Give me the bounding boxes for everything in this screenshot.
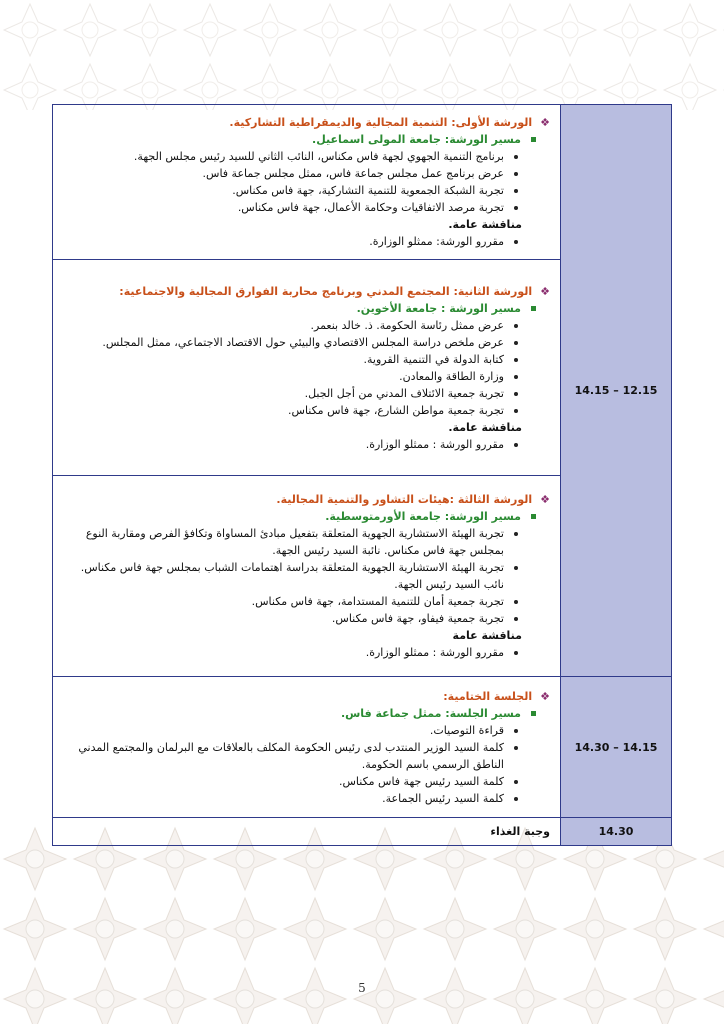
list-item: كلمة السيد رئيس الجماعة.: [61, 790, 522, 807]
list-item: تجربة جمعية أمان للتنمية المستدامة، جهة فاس مكناس.: [61, 593, 522, 610]
list-item: كلمة السيد الوزير المنتدب لدى رئيس الحكومة المكلف بالعلاقات مع البرلمان والمجتمع المدني الناطق الرسمي باسم الحكومة.: [61, 739, 522, 773]
rapporteurs-list: [61, 644, 550, 661]
list-item: تجربة مرصد الاتفاقيات وحكامة الأعمال، جهة فاس مكناس.: [61, 199, 522, 216]
workshop-leader: مسير الورشة: جامعة المولى اسماعيل.: [61, 131, 550, 148]
list-item: عرض برنامج عمل مجلس جماعة فاس، ممثل مجلس جماعة فاس.: [61, 165, 522, 182]
time-cell: 14.30: [561, 818, 672, 846]
page-number: 5: [358, 981, 366, 995]
list-item: تجربة جمعية الائتلاف المدني من أجل الجبل.: [61, 385, 522, 402]
list-item: مقررو الورشة : ممثلو الوزارة.: [61, 644, 522, 661]
workshop-title: ❖ الورشة الأولى: التنمية المجالية والديمقراطية التشاركية.: [229, 116, 550, 129]
decorative-pattern-top: [0, 0, 724, 110]
list-item: عرض ممثل رئاسة الحكومة. ذ. خالد بنعمر.: [61, 317, 522, 334]
table-row: [53, 105, 672, 260]
diamond-bullet-icon: ❖: [540, 116, 550, 129]
diamond-bullet-icon: ❖: [540, 493, 550, 506]
rapporteurs-list: [61, 233, 550, 250]
workshop-items-list: [61, 525, 550, 627]
session-leader: مسير الجلسة: ممثل جماعة فاس.: [61, 705, 550, 722]
workshop-items-list: [61, 148, 550, 216]
workshop-leader: مسير الورشة : جامعة الأخوين.: [61, 300, 550, 317]
workshop-title: ❖ الورشة الثانية: المجتمع المدني وبرنامج محاربة الفوارق المجالية والاجتماعية:: [119, 284, 550, 298]
list-item: تجربة جمعية فيفاو، جهة فاس مكناس.: [61, 610, 522, 627]
list-item: كتابة الدولة في التنمية القروية.: [61, 351, 522, 368]
list-item: قراءة التوصيات.: [61, 722, 522, 739]
workshop-items-list: [61, 317, 550, 419]
session-items-list: [61, 722, 550, 807]
list-item: تجربة الشبكة الجمعوية للتنمية التشاركية، جهة فاس مكناس.: [61, 182, 522, 199]
discussion-label: مناقشة عامة: [452, 629, 522, 642]
list-item: عرض ملخص دراسة المجلس الاقتصادي والبيئي حول الاقتصاد الاجتماعي، ممثل المجلس.: [61, 334, 522, 351]
program-table: [52, 104, 672, 846]
list-item: مقررو الورشة: ممثلو الوزارة.: [61, 233, 522, 250]
square-bullet-icon: [531, 514, 536, 519]
discussion-label: مناقشة عامة.: [448, 218, 522, 231]
time-cell: 14.30 – 14.15: [561, 677, 672, 818]
time-cell: 14.15 – 12.15: [561, 105, 672, 677]
workshop-3-cell: [53, 476, 561, 677]
diamond-bullet-icon: ❖: [540, 284, 550, 298]
square-bullet-icon: [531, 306, 536, 311]
workshop-title: ❖ الورشة الثالثة :هيئات التشاور والتنمية المجالية.: [276, 493, 550, 506]
lunch-cell: [53, 818, 561, 846]
list-item: وزارة الطاقة والمعادن.: [61, 368, 522, 385]
list-item: تجربة جمعية مواطن الشارع، جهة فاس مكناس.: [61, 402, 522, 419]
list-item: مقررو الورشة : ممثلو الوزارة.: [61, 436, 522, 453]
rapporteurs-list: [61, 436, 550, 453]
workshop-1-cell: [53, 105, 561, 260]
list-item: تجربة الهيئة الاستشارية الجهوية المتعلقة بتفعيل مبادئ المساواة وتكافؤ الفرص ومقاربة النوع بمجلس جهة فاس مكناس. نائبة السيد رئيس الجهة.: [61, 525, 522, 559]
workshop-leader: مسير الورشة: جامعة الأورمتوسطية.: [61, 508, 550, 525]
discussion-label: مناقشة عامة.: [448, 420, 522, 434]
list-item: تجربة الهيئة الاستشارية الجهوية المتعلقة بدراسة اهتمامات الشباب بمجلس جهة فاس مكناس. نائب السيد رئيس الجهة.: [61, 559, 522, 593]
session-title: ❖ الجلسة الختامية:: [443, 689, 550, 703]
list-item: برنامج التنمية الجهوي لجهة فاس مكناس، النائب الثاني للسيد رئيس مجلس الجهة.: [61, 148, 522, 165]
closing-session-cell: [53, 677, 561, 818]
list-item: كلمة السيد رئيس جهة فاس مكناس.: [61, 773, 522, 790]
square-bullet-icon: [531, 711, 536, 716]
lunch-label: وجبة الغذاء: [490, 825, 550, 838]
workshop-2-cell: [53, 260, 561, 476]
table-row: [53, 818, 672, 846]
table-row: [53, 677, 672, 818]
square-bullet-icon: [531, 137, 536, 142]
diamond-bullet-icon: ❖: [540, 689, 550, 703]
